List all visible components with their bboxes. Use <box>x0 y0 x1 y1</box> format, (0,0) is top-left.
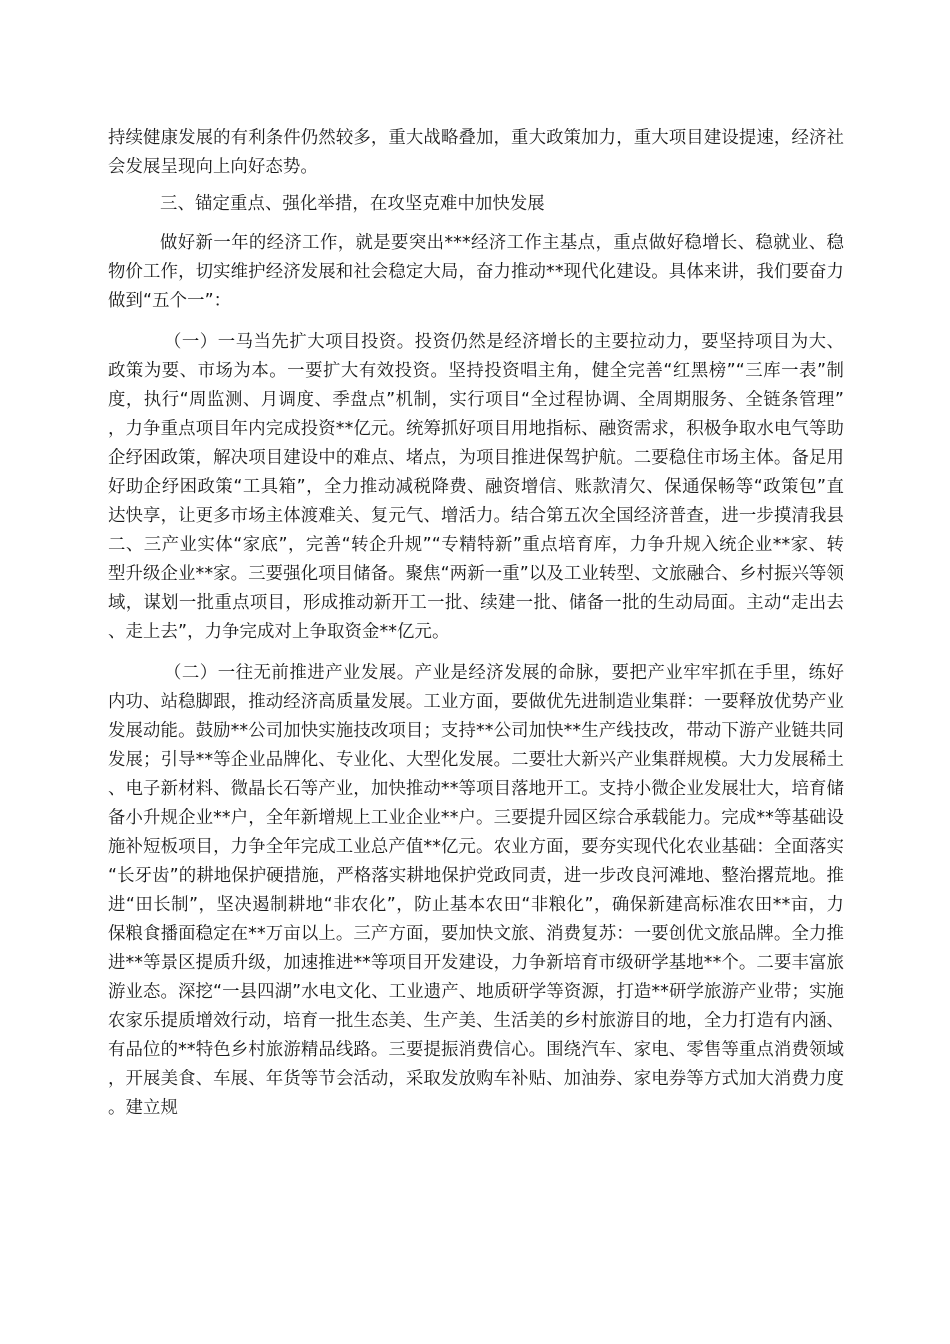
paragraph-continuation: 持续健康发展的有利条件仍然较多，重大战略叠加，重大政策加力，重大项目建设提速，经济社会发展呈现向上向好态势。 <box>108 128 844 177</box>
document-body <box>108 124 844 1123</box>
paragraph-item-2: （二）一往无前推进产业发展。产业是经济发展的命脉，要把产业牢牢抓在手里，练好内功、站稳脚跟，推动经济高质量发展。工业方面，要做优先进制造业集群：一要释放优势产业发展动能。鼓励**公司加快实施技改项目；支持**公司加快**生产线技改，带动下游产业链共同发展；引导**等企业品牌化、专业化、大型化发展。二要壮大新兴产业集群规模。大力发展稀土、电子新材料、微晶长石等产业，加快推动**等项目落地开工。支持小微企业发展壮大，培育储备小升规企业**户，全年新增规上工业企业**户。三要提升园区综合承载能力。完成**等基础设施补短板项目，力争全年完成工业总产值**亿元。农业方面，要夯实现代化农业基础：全面落实“长牙齿”的耕地保护硬措施，严格落实耕地保护党政同责，进一步改良河滩地、整治撂荒地。推进“田长制”，坚决遏制耕地“非农化”，防止基本农田“非粮化”，确保新建高标准农田**亩，力保粮食播面稳定在**万亩以上。三产方面，要加快文旅、消费复苏：一要创优文旅品牌。全力推进**等景区提质升级，加速推进**等项目开发建设，力争新培育市级研学基地**个。二要丰富旅游业态。深挖“一县四湖”水电文化、工业遗产、地质研学等资源，打造**研学旅游产业带；实施农家乐提质增效行动，培育一批生态美、生产美、生活美的乡村旅游目的地，全力打造有内涵、有品位的**特色乡村旅游精品线路。三要提振消费信心。围绕汽车、家电、零售等重点消费领域，开展美食、车展、年货等节会活动，采取发放购车补贴、加油券、家电券等方式加大消费力度。建立规 <box>108 663 844 1118</box>
section-heading: 三、锚定重点、强化举措，在攻坚克难中加快发展 <box>160 194 545 214</box>
paragraph-item-1: （一）一马当先扩大项目投资。投资仍然是经济增长的主要拉动力，要坚持项目为大、政策为要、市场为本。一要扩大有效投资。坚持投资唱主角，健全完善“红黑榜”“三库一表”制度，执行“周监测、月调度、季盘点”机制，实行项目“全过程协调、全周期服务、全链条管理”，力争重点项目年内完成投资**亿元。统筹抓好项目用地指标、融资需求，积极争取水电气等助企纾困政策，解决项目建设中的难点、堵点，为项目推进保驾护航。二要稳住市场主体。备足用好助企纾困政策“工具箱”，全力推动减税降费、融资增信、账款清欠、保通保畅等“政策包”直达快享，让更多市场主体渡难关、复元气、增活力。结合第五次全国经济普查，进一步摸清我县二、三产业实体“家底”，完善“转企升规”“专精特新”重点培育库，力争升规入统企业**家、转型升级企业**家。三要强化项目储备。聚焦“两新一重”以及工业转型、文旅融合、乡村振兴等领域，谋划一批重点项目，形成推动新开工一批、续建一批、储备一批的生动局面。主动“走出去、走上去”，力争完成对上争取资金**亿元。 <box>108 332 844 642</box>
paragraph-intro: 做好新一年的经济工作，就是要突出***经济工作主基点，重点做好稳增长、稳就业、稳物价工作，切实维护经济发展和社会稳定大局，奋力推动**现代化建设。具体来讲，我们要奋力做到“五个一”： <box>108 233 844 311</box>
